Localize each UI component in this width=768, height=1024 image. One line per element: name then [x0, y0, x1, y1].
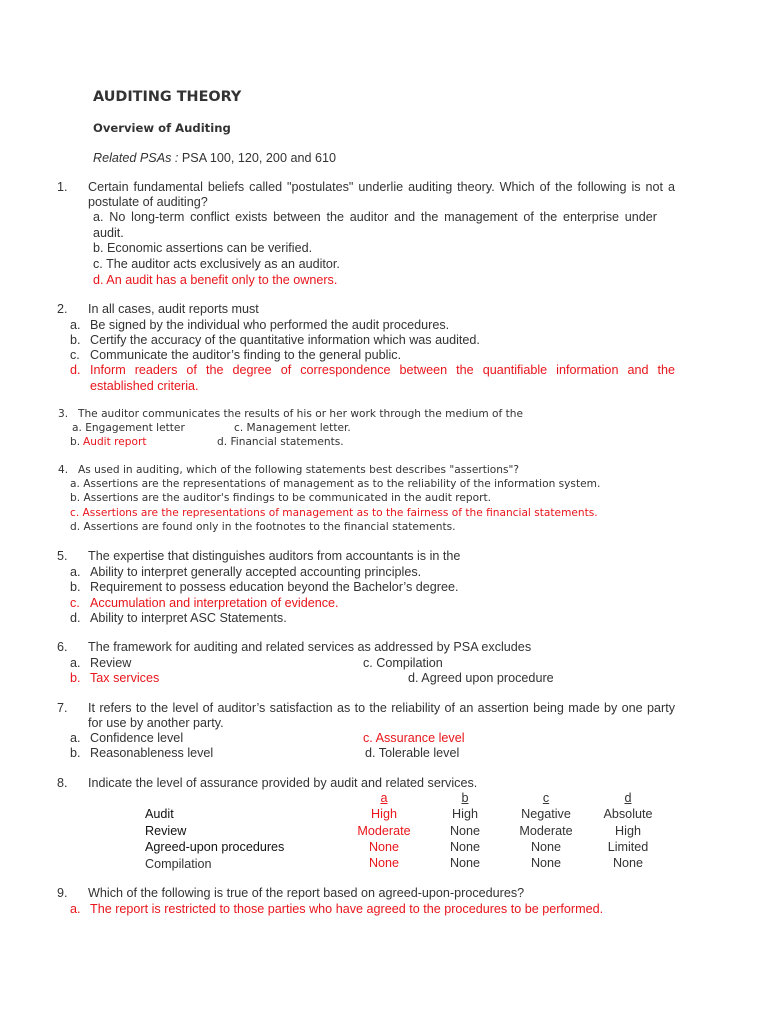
page-title: AUDITING THEORY	[93, 89, 242, 105]
question-4-option-c-answer: c. Assertions are the representations of management as to the fairness of the financial statements.	[70, 507, 598, 519]
question-6-option-d: d. Agreed upon procedure	[408, 671, 554, 685]
question-5-number: 5.	[57, 549, 68, 563]
question-7-number: 7.	[57, 701, 68, 715]
question-9-option-a-key: a.	[70, 902, 81, 916]
related-psas-line	[93, 151, 336, 165]
table-cell: None	[449, 824, 481, 838]
question-4-option-a: a. Assertions are the representations of management as to the reliability of the information system.	[70, 478, 601, 490]
question-9-option-a-answer: The report is restricted to those parties who have agreed to the procedures to be performed.	[90, 902, 604, 916]
question-3-number: 3.	[58, 408, 69, 420]
question-2-option-b: Certify the accuracy of the quantitative information which was audited.	[90, 333, 480, 347]
question-6-number: 6.	[57, 640, 68, 654]
question-3-option-b-answer: Audit report	[83, 436, 147, 448]
table-cell: None	[612, 856, 644, 870]
question-2-option-d-answer: Inform readers of the degree of correspondence between the quantifiable information and the established criteria.	[90, 363, 675, 393]
page-subtitle: Overview of Auditing	[93, 121, 231, 135]
question-5-option-b: Requirement to possess education beyond the Bachelor’s degree.	[90, 580, 459, 594]
table-cell: Moderate	[519, 824, 573, 838]
table-cell: Limited	[607, 840, 649, 854]
question-1-number: 1.	[57, 180, 68, 194]
table-cell: None	[449, 856, 481, 870]
question-3-option-c: c. Management letter.	[234, 422, 351, 434]
question-1-text: Certain fundamental beliefs called "postulates" underlie auditing theory. Which of the following is not a postulate of auditing?	[88, 180, 675, 209]
question-7-option-c-answer: c. Assurance level	[363, 731, 465, 745]
question-3-text: The auditor communicates the results of his or her work through the medium of the	[78, 408, 524, 420]
question-4-option-b: b. Assertions are the auditor's findings to be communicated in the audit report.	[70, 492, 491, 504]
question-6-option-b-answer: Tax services	[90, 671, 160, 685]
question-7-option-b-key: b.	[70, 746, 81, 760]
assurance-table-row-label: Compilation	[145, 857, 212, 871]
table-cell: None	[368, 840, 400, 854]
question-9-text: Which of the following is true of the report based on agreed-upon-procedures?	[88, 886, 525, 900]
question-2-option-d-key: d.	[70, 363, 81, 377]
question-7-option-a: Confidence level	[90, 731, 184, 745]
question-5-option-b-key: b.	[70, 580, 81, 594]
assurance-table-column-b: b	[461, 791, 469, 805]
question-5-option-c-key: c.	[70, 596, 80, 610]
question-2-option-a-key: a.	[70, 318, 81, 332]
table-cell: Absolute	[603, 807, 653, 821]
question-6-text: The framework for auditing and related services as addressed by PSA excludes	[88, 640, 532, 654]
question-6-option-a: Review	[90, 656, 132, 670]
question-3-option-a: a. Engagement letter	[72, 422, 185, 434]
question-9-number: 9.	[57, 886, 68, 900]
question-7-option-a-key: a.	[70, 731, 81, 745]
table-cell: Negative	[521, 807, 571, 821]
table-cell: Moderate	[357, 824, 411, 838]
assurance-table-row-label: Audit	[145, 807, 174, 821]
assurance-table-row-label: Agreed-upon procedures	[145, 840, 285, 854]
table-cell: High	[452, 807, 478, 821]
question-2-option-c-key: c.	[70, 348, 80, 362]
question-8-text: Indicate the level of assurance provided by audit and related services.	[88, 776, 478, 790]
question-4-option-d: d. Assertions are found only in the footnotes to the financial statements.	[70, 521, 456, 533]
question-2-option-c: Communicate the auditor’s finding to the general public.	[90, 348, 402, 362]
question-1-option-a: a. No long-term conflict exists between the auditor and the management of the enterprise under audit.	[93, 210, 657, 240]
question-5-option-a: Ability to interpret generally accepted accounting principles.	[90, 565, 422, 579]
related-psas-label: Related PSAs :	[93, 151, 179, 165]
assurance-table-column-c: c	[542, 791, 550, 805]
question-5-option-c-answer: Accumulation and interpretation of evidence.	[90, 596, 339, 610]
question-1-option-b: b. Economic assertions can be verified.	[93, 241, 313, 255]
question-5-option-d: Ability to interpret ASC Statements.	[90, 611, 287, 625]
question-2-option-b-key: b.	[70, 333, 81, 347]
question-4-number: 4.	[58, 464, 69, 476]
assurance-table-column-d: d	[624, 791, 632, 805]
table-cell: High	[615, 824, 641, 838]
question-2-number: 2.	[57, 302, 68, 316]
related-psas-value: PSA 100, 120, 200 and 610	[181, 151, 336, 165]
question-8-number: 8.	[57, 776, 68, 790]
question-1-option-d-answer: d. An audit has a benefit only to the owners.	[93, 273, 338, 287]
question-6-option-c: c. Compilation	[363, 656, 443, 670]
question-1-option-c: c. The auditor acts exclusively as an auditor.	[93, 257, 340, 271]
assurance-table-row-label: Review	[145, 824, 187, 838]
question-5-text: The expertise that distinguishes auditors from accountants is in the	[88, 549, 461, 563]
question-6-option-b-key: b.	[70, 671, 81, 685]
table-cell: None	[449, 840, 481, 854]
table-cell: None	[368, 856, 400, 870]
question-2-text: In all cases, audit reports must	[88, 302, 259, 316]
table-cell: None	[530, 856, 562, 870]
question-4-text: As used in auditing, which of the following statements best describes "assertions"?	[78, 464, 520, 476]
question-2-option-a: Be signed by the individual who performed the audit procedures.	[90, 318, 450, 332]
question-7-option-d: d. Tolerable level	[365, 746, 460, 760]
question-5-option-a-key: a.	[70, 565, 81, 579]
question-7-option-b: Reasonableness level	[90, 746, 214, 760]
table-cell: None	[530, 840, 562, 854]
table-cell: High	[371, 807, 397, 821]
question-6-option-a-key: a.	[70, 656, 81, 670]
question-3-option-b-key: b.	[70, 436, 81, 448]
assurance-table-column-a: a	[380, 791, 388, 805]
question-5-option-d-key: d.	[70, 611, 81, 625]
question-3-option-d: d. Financial statements.	[217, 436, 344, 448]
question-7-text: It refers to the level of auditor’s satisfaction as to the reliability of an assertion being made by one party for use by another party.	[88, 701, 675, 730]
